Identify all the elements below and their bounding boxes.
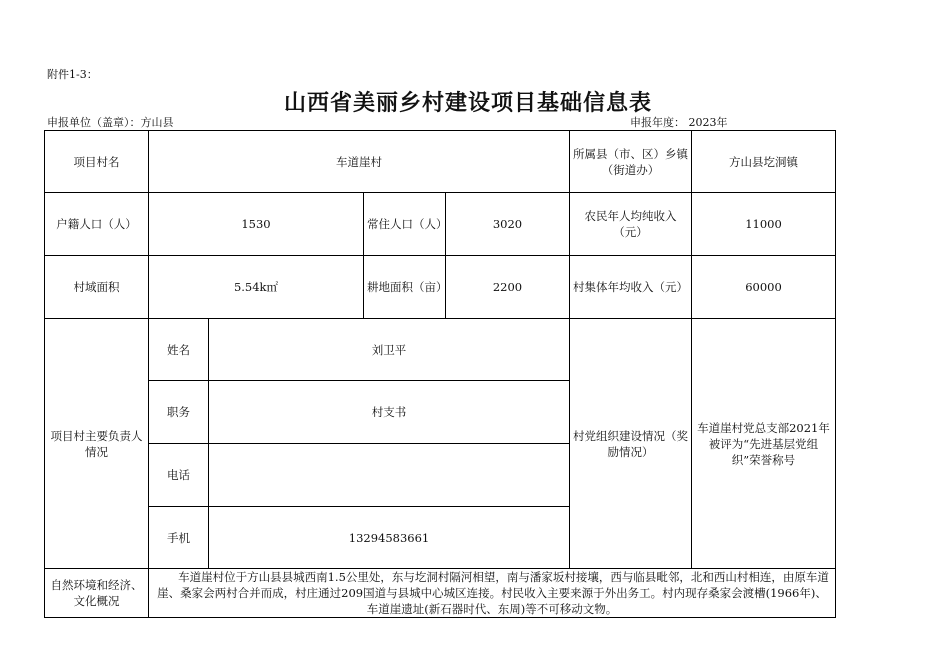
village-name-value: 车道崖村 <box>149 131 570 193</box>
applicant-unit: 申报单位（盖章）：方山县 <box>47 116 174 129</box>
row-population <box>45 193 836 256</box>
income-label: 农民年人均纯收入（元） <box>570 193 692 256</box>
row-environment <box>45 569 836 618</box>
area-value: 5.54k㎡ <box>149 256 364 319</box>
household-population-value: 1530 <box>149 193 364 256</box>
position-value: 村支书 <box>209 381 570 444</box>
application-year: 申报年度： 2023年 <box>630 116 728 129</box>
household-population-label: 户籍人口（人） <box>45 193 149 256</box>
county-label: 所属县（市、区）乡镇（街道办） <box>570 131 692 193</box>
attachment-label: 附件1-3： <box>47 68 98 81</box>
phone-label: 电话 <box>149 444 209 507</box>
page-title: 山西省美丽乡村建设项目基础信息表 <box>283 90 652 116</box>
row-leader-name <box>45 319 836 381</box>
mobile-label: 手机 <box>149 507 209 569</box>
party-org-label: 村党组织建设情况（奖励情况） <box>570 319 692 569</box>
county-value: 方山县圪洞镇 <box>692 131 836 193</box>
farmland-value: 2200 <box>446 256 570 319</box>
party-org-value: 车道崖村党总支部2021年被评为“先进基层党组织”荣誉称号 <box>692 319 836 569</box>
leader-section-label: 项目村主要负责人情况 <box>45 319 149 569</box>
row-area <box>45 256 836 319</box>
name-value: 刘卫平 <box>209 319 570 381</box>
farmland-label: 耕地面积（亩） <box>364 256 446 319</box>
area-label: 村域面积 <box>45 256 149 319</box>
village-name-label: 项目村名 <box>45 131 149 193</box>
row-village <box>45 131 836 193</box>
income-value: 11000 <box>692 193 836 256</box>
position-label: 职务 <box>149 381 209 444</box>
environment-label: 自然环境和经济、文化概况 <box>45 569 149 618</box>
collective-income-label: 村集体年均收入（元） <box>570 256 692 319</box>
phone-value <box>209 444 570 507</box>
name-label: 姓名 <box>149 319 209 381</box>
resident-population-label: 常住人口（人） <box>364 193 446 256</box>
info-table <box>44 130 836 618</box>
environment-description: 车道崖村位于方山县县城西南1.5公里处，东与圪洞村隔河相望，南与潘家坂村接壤，西与临县毗邻，北和西山村相连，由原车道崖、桑家会两村合并而成，村庄通过209国道与县城中心城区连接。村民收入主要来源于外出务工。村内现存桑家会渡槽(1966年)、车道崖遗址(新石器时代、东周)等不可移动文物。 <box>149 569 836 618</box>
mobile-value: 13294583661 <box>209 507 570 569</box>
collective-income-value: 60000 <box>692 256 836 319</box>
resident-population-value: 3020 <box>446 193 570 256</box>
